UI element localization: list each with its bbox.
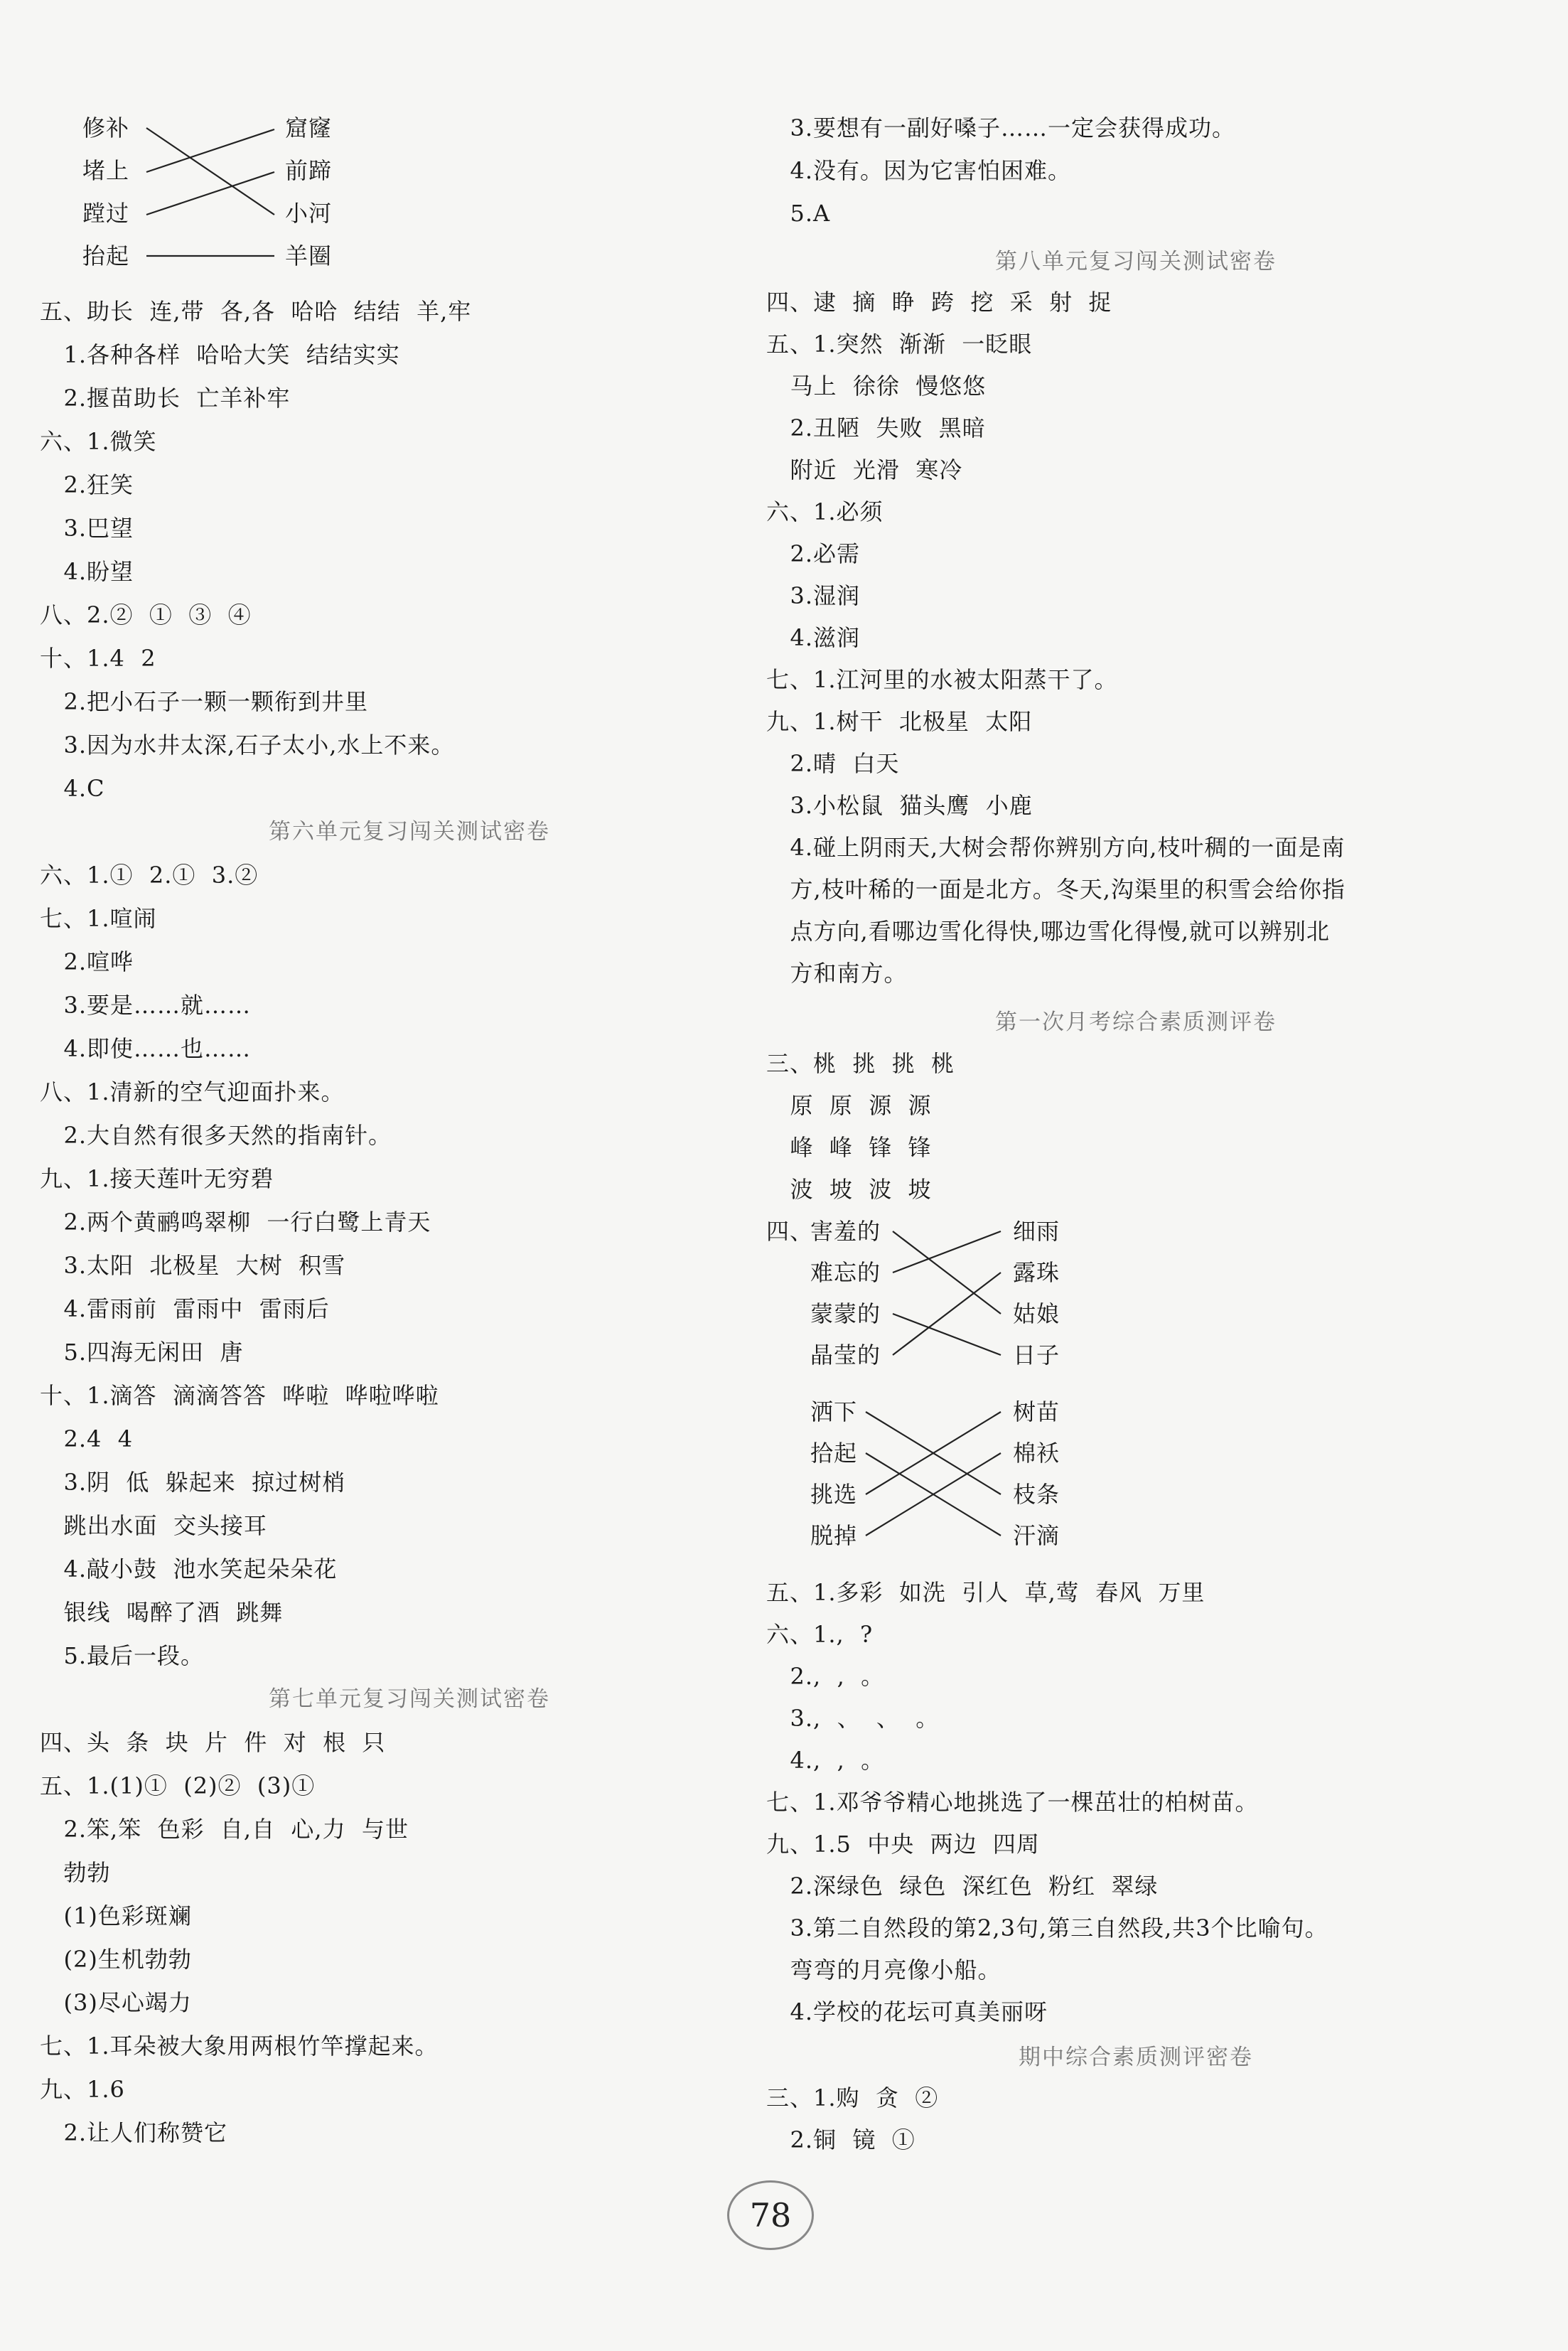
answer-line: 点方向,看哪边雪化得快,哪边雪化得慢,就可以辨别北 [766,918,1331,945]
answer-line: (3)尽心竭力 [40,1989,192,2016]
answer-line: 九、1.接天莲叶无穷碧 [40,1165,274,1192]
page-number: 78 [727,2180,814,2250]
match-right-word: 羊圈 [285,242,333,269]
section-heading: 第七单元复习闯关测试密卷 [269,1686,550,1712]
answer-line: 5.A [766,200,831,227]
answer-line: 五、1.(1)① (2)② (3)① [40,1772,316,1799]
match-left-word: 挑选 [810,1481,858,1508]
match-left-word: 堵上 [82,157,130,184]
matching-exercise-1 [40,114,409,277]
answer-line: 十、1.滴答 滴滴答答 哗啦 哗啦哗啦 [40,1382,439,1409]
answer-line: 2.铜 镜 ① [766,2126,915,2153]
match-left-word: 脱掉 [810,1522,858,1549]
answer-line: 九、1.树干 北极星 太阳 [766,708,1033,735]
answer-line: 3.湿润 [766,582,861,609]
match-left-word: 蒙蒙的 [810,1300,881,1327]
answer-line: 3.第二自然段的第2,3句,第三自然段,共3个比喻句。 [766,1914,1328,1942]
match-left-word: 害羞的 [810,1218,881,1245]
section-heading: 第八单元复习闯关测试密卷 [995,249,1277,274]
match-right-word: 小河 [285,200,333,227]
match-left-word: 拾起 [810,1440,858,1467]
answer-line: 弯弯的月亮像小船。 [766,1956,1002,1983]
match-right-word: 前蹄 [285,157,333,184]
answer-line: 七、1.江河里的水被太阳蒸干了。 [766,666,1118,693]
answer-line: 原 原 源 源 [766,1092,932,1119]
answer-line: 十、1.4 2 [40,645,156,672]
section-heading: 期中综合素质测评密卷 [1019,2045,1253,2070]
match-line [146,129,274,172]
match-prefix: 四、 [766,1218,814,1245]
answer-line: 六、1., ? [766,1621,874,1648]
match-line [146,128,274,215]
answer-line: 2.大自然有很多天然的指南针。 [40,1122,392,1149]
answer-line: 九、1.5 中央 两边 四周 [766,1831,1040,1858]
answer-line: 七、1.邓爷爷精心地挑选了一棵茁壮的柏树苗。 [766,1789,1259,1816]
answer-line: 4.滋润 [766,624,861,651]
match-right-word: 汗滴 [1013,1522,1060,1549]
answer-line: 五、助长 连,带 各,各 哈哈 结结 羊,牢 [40,298,472,325]
match-left-word: 蹚过 [82,200,130,227]
right-column [766,0,1505,2153]
match-line [893,1231,1001,1273]
answer-line: 1.各种各样 哈哈大笑 结结实实 [40,341,400,368]
matching-exercise-2 [766,1217,1164,1381]
answer-line: 六、1.① 2.① 3.② [40,862,259,889]
answer-line: 2.让人们称赞它 [40,2119,228,2146]
answer-line: 2.狂笑 [40,471,134,498]
answer-line: 八、1.清新的空气迎面扑来。 [40,1078,345,1105]
answer-line: 4.碰上阴雨天,大树会帮你辨别方向,枝叶稠的一面是南 [766,834,1346,861]
answer-line: 三、桃 挑 挑 桃 [766,1050,955,1077]
answer-line: 方,枝叶稀的一面是北方。冬天,沟渠里的积雪会给你指 [766,876,1346,903]
match-right-word: 窟窿 [285,114,333,141]
match-right-word: 露珠 [1013,1259,1060,1286]
answer-line: 4.学校的花坛可真美丽呀 [766,1998,1048,2025]
answer-line: 2.两个黄鹂鸣翠柳 一行白鹭上青天 [40,1209,431,1236]
answer-line: 2.喧哗 [40,948,134,975]
answer-line: 五、1.多彩 如洗 引人 草,莺 春风 万里 [766,1579,1205,1606]
answer-line: 2.笨,笨 色彩 自,自 心,力 与世 [40,1816,409,1843]
answer-line: 3.小松鼠 猫头鹰 小鹿 [766,792,1033,819]
answer-line: 5.最后一段。 [40,1642,205,1669]
answer-line: 2., , 。 [766,1663,885,1690]
answer-line: 七、1.喧闹 [40,905,157,932]
section-heading: 第六单元复习闯关测试密卷 [269,819,550,845]
answer-line: 六、1.微笑 [40,428,157,455]
answer-line: 3.巴望 [40,515,134,542]
answer-line: 四、头 条 块 片 件 对 根 只 [40,1729,386,1756]
answer-line: 3.因为水井太深,石子太小,水上不来。 [40,732,455,759]
answer-line: (2)生机勃勃 [40,1946,192,1973]
match-left-word: 抬起 [82,242,130,269]
answer-line: (1)色彩斑斓 [40,1902,192,1929]
matching-exercise-3 [766,1398,1164,1561]
match-left-word: 洒下 [810,1398,858,1425]
match-left-word: 修补 [82,114,130,141]
answer-line: 三、1.购 贪 ② [766,2084,939,2111]
answer-line: 波 坡 波 坡 [766,1176,932,1203]
match-line [893,1314,1001,1355]
match-right-word: 棉袄 [1013,1440,1060,1467]
answer-line: 马上 徐徐 慢悠悠 [766,373,987,400]
match-left-word: 晶莹的 [810,1341,881,1369]
answer-line: 2.丑陋 失败 黑暗 [766,414,986,441]
answer-line: 2.4 4 [40,1425,134,1452]
answer-line: 附近 光滑 寒冷 [766,456,963,483]
answer-line: 2.深绿色 绿色 深红色 粉红 翠绿 [766,1873,1159,1900]
answer-line: 3., 、 、 。 [766,1705,940,1732]
match-lines [40,114,409,277]
answer-line: 2.必需 [766,540,861,567]
answer-line: 七、1.耳朵被大象用两根竹竿撑起来。 [40,2033,439,2060]
match-right-word: 树苗 [1013,1398,1060,1425]
answer-line: 四、逮 摘 睁 跨 挖 采 射 捉 [766,289,1112,316]
answer-line: 4.即使……也…… [40,1035,252,1062]
answer-line: 4.C [40,775,105,802]
match-right-word: 细雨 [1013,1218,1060,1245]
match-line [893,1231,1001,1314]
answer-line: 3.阴 低 躲起来 掠过树梢 [40,1469,346,1496]
answer-line: 4.敲小鼓 池水笑起朵朵花 [40,1555,338,1582]
match-lines [766,1398,1164,1561]
answer-line: 2.晴 白天 [766,750,900,777]
answer-line: 4.雷雨前 雷雨中 雷雨后 [40,1295,330,1322]
answer-line: 八、2.② ① ③ ④ [40,601,252,628]
match-left-word: 难忘的 [810,1259,881,1286]
answer-line: 峰 峰 锋 锋 [766,1134,932,1161]
answer-line: 5.四海无闲田 唐 [40,1339,244,1366]
answer-line: 4.盼望 [40,558,134,585]
answer-line: 3.要想有一副好嗓子……一定会获得成功。 [766,114,1236,141]
answer-line: 2.揠苗助长 亡羊补牢 [40,385,291,412]
match-lines [766,1217,1164,1381]
answer-line: 跳出水面 交头接耳 [40,1512,267,1539]
match-right-word: 枝条 [1013,1481,1060,1508]
left-column [40,0,779,2146]
answer-line: 3.要是……就…… [40,992,252,1019]
answer-line: 方和南方。 [766,960,908,987]
answer-line: 九、1.6 [40,2076,125,2103]
answer-line: 4.没有。因为它害怕困难。 [766,157,1072,184]
answer-line: 2.把小石子一颗一颗衔到井里 [40,688,369,715]
match-right-word: 日子 [1013,1341,1060,1369]
answer-line: 3.太阳 北极星 大树 积雪 [40,1252,346,1279]
answer-line: 五、1.突然 渐渐 一眨眼 [766,331,1033,358]
match-line [146,172,274,215]
answer-line: 勃勃 [40,1859,111,1886]
section-heading: 第一次月考综合素质测评卷 [995,1010,1277,1035]
match-right-word: 姑娘 [1013,1300,1060,1327]
answer-line: 六、1.必须 [766,498,884,525]
answer-line: 银线 喝醉了酒 跳舞 [40,1599,284,1626]
match-line [893,1273,1001,1355]
answer-line: 4., , 。 [766,1747,885,1774]
